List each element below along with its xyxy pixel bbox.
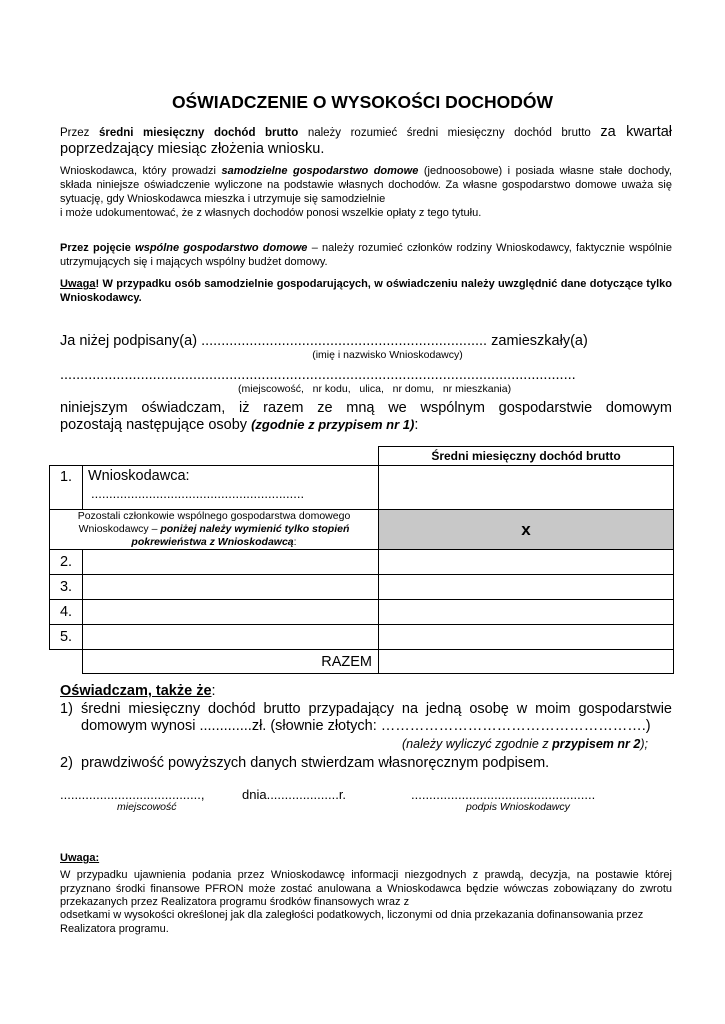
members-instruction: poniżej należy wymienić tylko stopień pokrewieństwa z Wnioskodawcą [131, 523, 350, 548]
relation-cell[interactable] [83, 625, 379, 650]
declaration-colon: : [414, 417, 419, 433]
note-text: ! W przypadku osób samodzielnie gospodarujących, w oświadczeniu należy uwzględnić dane dotyczące tylko Wnioskodawcy. [60, 278, 672, 304]
signature-field[interactable]: ................................................... [411, 787, 596, 802]
declaration-line1 [60, 332, 672, 350]
row-number: 2. [50, 550, 83, 575]
x-mark-cell: x [379, 510, 674, 550]
income-cell[interactable] [379, 625, 674, 650]
warning-heading: Uwaga: [60, 852, 100, 864]
declaration-text: pozostają następujące osoby [60, 417, 248, 433]
declaration-line4 [60, 416, 672, 434]
declaration-label: Ja niżej podpisany(a) [60, 333, 198, 349]
paragraph-note [60, 277, 672, 305]
applicant-name-field[interactable]: ........................................................... [91, 486, 305, 501]
also-item1-line1: średni miesięczny dochód brutto przypadający na jedną osobę w moim gospodarstwie [81, 701, 672, 717]
hint-name: (imię i nazwisko Wnioskodawcy) [312, 349, 463, 361]
members-text: Pozostali członkowie wspólnego gospodarstwa domowego Wnioskodawcy – [77, 510, 351, 535]
footnote-ref: przypisem nr 2 [552, 737, 641, 751]
income-cell[interactable] [379, 575, 674, 600]
also-item1-number: 1) [60, 701, 73, 717]
place-field[interactable]: ......................................., [60, 787, 205, 802]
also-item2-number: 2) [60, 755, 73, 771]
para1-text: i może udokumentować, że z własnych dochodów ponosi wszelkie opłaty z tego tytułu. [60, 207, 482, 219]
address-field[interactable]: ................................................................................................................................ [60, 367, 576, 383]
declaration-label: zamieszkały(a) [491, 333, 588, 349]
intro-line2: poprzedzający miesiąc złożenia wniosku. [60, 141, 325, 157]
table-row [50, 550, 674, 575]
intro-paragraph [60, 124, 672, 158]
members-heading [50, 510, 379, 550]
row-number: 5. [50, 625, 83, 650]
relation-cell[interactable] [83, 575, 379, 600]
also-item1-note [402, 737, 648, 751]
place-caption: miejscowość [117, 801, 177, 813]
relation-cell[interactable] [83, 600, 379, 625]
table-row [50, 600, 674, 625]
intro-term: średni miesięczny dochód brutto [98, 127, 299, 139]
table-header-row [50, 447, 674, 466]
household-table [49, 446, 674, 674]
also-item2-text: prawdziwość powyższych danych stwierdzam własnoręcznym podpisem. [81, 755, 550, 771]
table-row [50, 625, 674, 650]
note-text: ); [640, 737, 648, 751]
table-row [50, 575, 674, 600]
warning-text-end: odsetkami w wysokości określonej jak dla zaległości podatkowych, liczonymi od dnia przekazania dofinansowania przez Realizatora programu. [60, 909, 644, 935]
note-label: Uwaga [60, 278, 96, 290]
para2-text: – należy rozumieć członków rodziny Wnioskodawcy, faktycznie wspólnie utrzymujących się i mających wspólny budżet domowy. [60, 242, 672, 268]
page-title: OŚWIADCZENIE O WYSOKOŚCI DOCHODÓW [171, 92, 554, 112]
para2-term: wspólne gospodarstwo domowe [135, 242, 308, 254]
table-row-applicant [50, 466, 674, 510]
relation-cell[interactable] [83, 550, 379, 575]
also-colon: : [211, 683, 216, 699]
intro-text: należy rozumieć średni miesięczny dochód brutto [307, 127, 591, 139]
para2-text: Przez pojęcie [60, 242, 131, 254]
paragraph-shared-household [60, 241, 672, 269]
applicant-income-cell[interactable] [379, 466, 674, 510]
name-field[interactable]: ....................................................................... [201, 333, 488, 349]
declaration-line3: niniejszym oświadczam, iż razem ze mną we wspólnym gospodarstwie domowym [60, 400, 672, 416]
para1-text: (jednoosobowe) i posiada własne stałe dochody, składa niniejsze oświadczenie wyliczone na podstawie własnych dochodów. Za własne gospodarstwo domowe uważa się sytuację, gdy Wnioskodawca mieszka i utrzymuje się samodzielnie [60, 165, 672, 205]
footnote-ref: (zgodnie z przypisem nr 1) [251, 417, 415, 432]
para1-text: Wnioskodawca, który prowadzi [60, 165, 216, 177]
income-cell[interactable] [379, 600, 674, 625]
income-column-header: Średni miesięczny dochód brutto [379, 447, 674, 466]
total-income-cell[interactable] [379, 650, 674, 674]
para1-term: samodzielne gospodarstwo domowe [221, 165, 419, 177]
also-heading: Oświadczam, także że [60, 683, 212, 699]
also-item1-line2: domowym wynosi .............zł. (słownie złotych: ……………………………………………….) [81, 718, 651, 734]
table-row-total [50, 650, 674, 674]
intro-text: Przez [60, 127, 90, 139]
row-number: 4. [50, 600, 83, 625]
applicant-label: Wnioskodawca: [88, 468, 190, 484]
date-field[interactable]: dnia....................r. [242, 787, 347, 802]
table-row-members-heading [50, 510, 674, 550]
income-cell[interactable] [379, 550, 674, 575]
signature-caption: podpis Wnioskodawcy [466, 801, 570, 813]
also-declare-heading [60, 682, 216, 700]
row-number: 3. [50, 575, 83, 600]
paragraph-self-household [60, 164, 672, 220]
hint-address: (miejscowość, nr kodu, ulica, nr domu, nr mieszkania) [238, 383, 512, 395]
warning-text: W przypadku ujawnienia podania przez Wnioskodawcę informacji niezgodnych z prawdą, decyzja, na postawie której przyznano środki finansowe PFRON może zostać anulowana a Wnioskodawca będzie wówczas zobowiązany do zwrotu przekazanych przez Realizatora programu środków finansowych wraz z [60, 869, 672, 908]
note-text: (należy wyliczyć zgodnie z [402, 737, 549, 751]
members-colon: : [293, 536, 297, 548]
intro-text: za kwartał [600, 124, 673, 140]
row-number: 1. [50, 466, 83, 510]
total-label: RAZEM [83, 650, 379, 674]
